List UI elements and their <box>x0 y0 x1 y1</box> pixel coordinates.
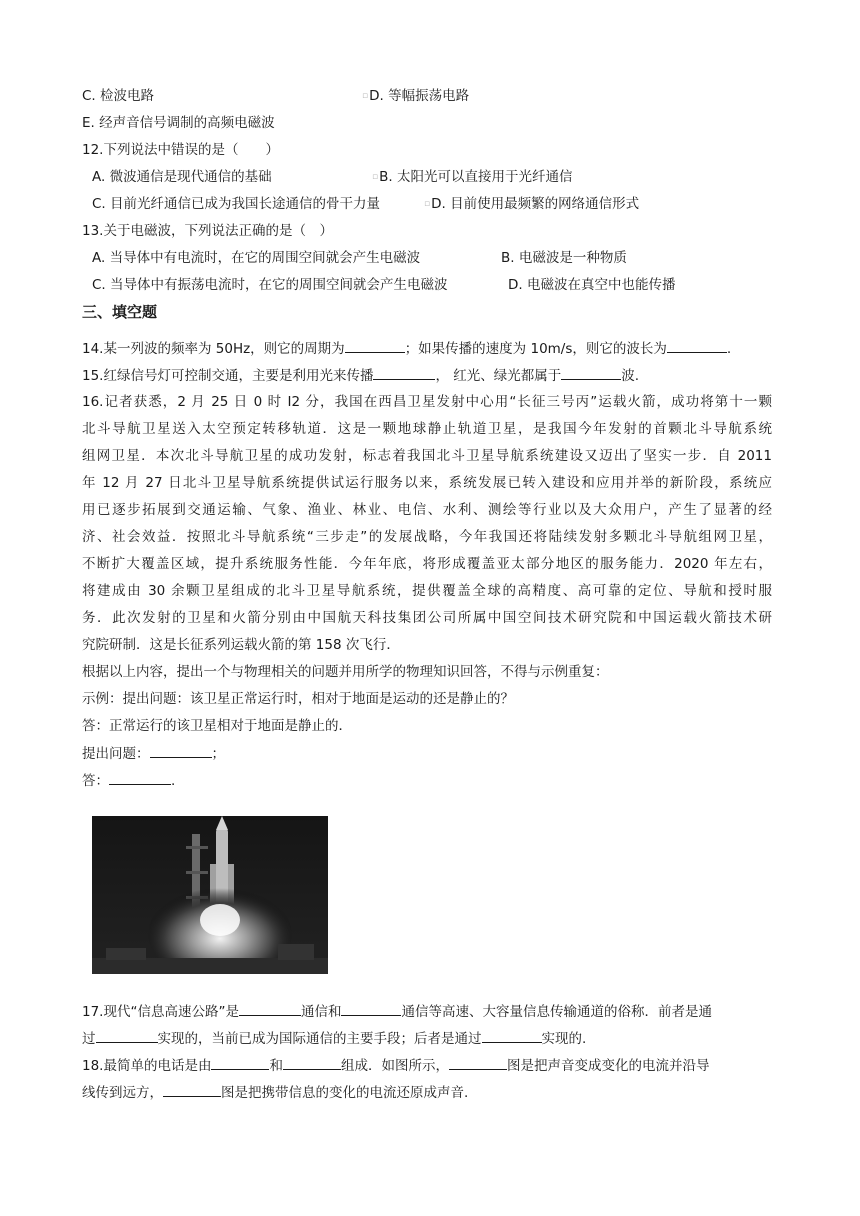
rocket-launch-image-icon <box>92 816 328 974</box>
q17-text-1: 17.现代“信息高速公路”是 <box>82 1004 239 1020</box>
q16-ask-label: 提出问题： <box>82 746 150 762</box>
q16-line-2: 北斗导航卫星送入太空预定转移轨道．这是一颗地球静止轨道卫星，是我国今年发射的首颗北斗导航系统 <box>82 421 772 437</box>
q14 <box>82 338 731 359</box>
q11-option-d-text: D. 等幅振荡电路 <box>369 88 470 104</box>
mark-icon: ▫ <box>362 91 369 101</box>
q14-text-1: 14.某一列波的频率为 50Hz，则它的周期为 <box>82 341 345 357</box>
q17-blank-4[interactable] <box>482 1028 542 1043</box>
q18-text-2: 和 <box>269 1058 283 1074</box>
q11-option-d <box>362 86 469 106</box>
q11-option-c: C. 检波电路 <box>82 88 155 104</box>
q11-option-e: E. 经声音信号调制的高频电磁波 <box>82 115 275 131</box>
q17-text-2: 通信和 <box>300 1004 342 1020</box>
q16-answer-line <box>82 770 175 791</box>
q16-instruction: 根据以上内容，提出一个与物理相关的问题并用所学的物理知识回答，不得与示例重复： <box>82 664 609 680</box>
q17-line-1 <box>82 1001 712 1022</box>
q17-text-6: 实现的. <box>541 1031 587 1047</box>
q14-text-2: ；如果传播的速度为 10m/s，则它的波长为 <box>404 341 667 357</box>
q16-line-3: 组网卫星．本次北斗导航卫星的成功发射，标志着我国北斗卫星导航系统建设又迈出了坚实一步．自 2011 <box>82 448 772 464</box>
q17-blank-3[interactable] <box>96 1028 158 1043</box>
q12-option-a: A. 微波通信是现代通信的基础 <box>92 169 272 185</box>
q14-text-3: . <box>726 341 732 357</box>
q12-option-c: C. 目前光纤通信已成为我国长途通信的骨干力量 <box>92 196 381 212</box>
q16-line-7: 不断扩大覆盖区域，提升系统服务性能．今年年底，将形成覆盖亚太部分地区的服务能力．2020 年左右， <box>82 556 772 572</box>
q16-line-5: 用已逐步拓展到交通运输、气象、渔业、林业、电信、水利、测绘等行业以及大众用户，产生了显著的经 <box>82 502 772 518</box>
q16-line-1: 16.记者获悉，2 月 25 日 0 时 I2 分，我国在西昌卫星发射中心用“长征三号丙”运载火箭，成功将第十一颗 <box>82 394 772 410</box>
q16-line-10: 究院研制．这是长征系列运载火箭的第 158 次飞行． <box>82 637 400 653</box>
q13-option-c: C. 当导体中有振荡电流时，在它的周围空间就会产生电磁波 <box>92 277 448 293</box>
q16-line-9: 务．此次发射的卫星和火箭分别由中国航天科技集团公司所属中国空间技术研究院和中国运载火箭技术研 <box>82 610 772 626</box>
q17-text-3: 通信等高速、大容量信息传输通道的俗称．前者是通 <box>401 1004 712 1020</box>
q15-blank-1[interactable] <box>373 365 435 380</box>
q16-ask-line <box>82 743 225 764</box>
q12-stem: 12.下列说法中错误的是（ ） <box>82 142 279 158</box>
rocket-launch-photo <box>92 816 328 974</box>
q18-blank-3[interactable] <box>449 1055 507 1070</box>
q16-example-answer: 答：正常运行的该卫星相对于地面是静止的． <box>82 718 352 734</box>
q12-option-d <box>424 194 639 214</box>
q17-blank-1[interactable] <box>239 1001 301 1016</box>
q13-option-d: D. 电磁波在真空中也能传播 <box>508 277 676 293</box>
q15-text-1: 15.红绿信号灯可控制交通，主要是利用光来传播 <box>82 368 374 384</box>
q18-text-3: 组成．如图所示， <box>340 1058 449 1074</box>
q16-answer-blank[interactable] <box>109 770 171 785</box>
q18-line-1 <box>82 1055 709 1076</box>
q18-blank-4[interactable] <box>163 1082 221 1097</box>
q13-option-a: A. 当导体中有电流时，在它的周围空间就会产生电磁波 <box>92 250 421 266</box>
q18-text-5: 线传到远方， <box>82 1085 163 1101</box>
q13-stem: 13.关于电磁波，下列说法正确的是（ ） <box>82 223 333 239</box>
q17-text-4: 过 <box>82 1031 96 1047</box>
q12-option-b-text: B. 太阳光可以直接用于光纤通信 <box>379 169 573 185</box>
q15-blank-2[interactable] <box>561 365 621 380</box>
q18-line-2 <box>82 1082 468 1103</box>
mark-icon: ▫ <box>372 172 379 182</box>
q16-line-4: 年 12 月 27 日北斗卫星导航系统提供试运行服务以来，系统发展已转入建设和应用并举的新阶段，系统应 <box>82 475 772 491</box>
q16-line-6: 济、社会效益．按照北斗导航系统“三步走”的发展战略，今年我国还将陆续发射多颗北斗导航组网卫星， <box>82 529 772 545</box>
q12-option-d-text: D. 目前使用最频繁的网络通信形式 <box>431 196 640 212</box>
q16-line-8: 将建成由 30 余颗卫星组成的北斗卫星导航系统，提供覆盖全球的高精度、高可靠的定位、导航和授时服 <box>82 583 772 599</box>
q16-example-question: 示例：提出问题：该卫星正常运行时，相对于地面是运动的还是静止的？ <box>82 691 514 707</box>
q16-answer-label: 答： <box>82 773 109 789</box>
mark-icon: ▫ <box>424 199 431 209</box>
q16-ask-blank[interactable] <box>150 743 212 758</box>
q15 <box>82 365 639 386</box>
q18-text-1: 18.最简单的电话是由 <box>82 1058 212 1074</box>
q12-option-b <box>372 167 572 187</box>
q18-text-6: 图是把携带信息的变化的电流还原成声音. <box>221 1085 469 1101</box>
q13-option-b: B. 电磁波是一种物质 <box>501 250 627 266</box>
q14-blank-wavelength[interactable] <box>667 338 727 353</box>
q17-blank-2[interactable] <box>341 1001 401 1016</box>
q18-blank-1[interactable] <box>211 1055 269 1070</box>
q16-answer-end: . <box>171 773 176 789</box>
q17-line-2 <box>82 1028 586 1049</box>
section-heading: 三、填空题 <box>82 303 158 321</box>
q17-text-5: 实现的，当前已成为国际通信的主要手段；后者是通过 <box>157 1031 482 1047</box>
q18-blank-2[interactable] <box>283 1055 341 1070</box>
q18-text-4: 图是把声音变成变化的电流并沿导 <box>506 1058 710 1074</box>
q15-text-3: 波. <box>621 368 640 384</box>
q16-ask-end: ； <box>211 746 225 762</box>
q14-blank-period[interactable] <box>345 338 405 353</box>
q15-text-2: ， 红光、绿光都属于 <box>435 368 562 384</box>
